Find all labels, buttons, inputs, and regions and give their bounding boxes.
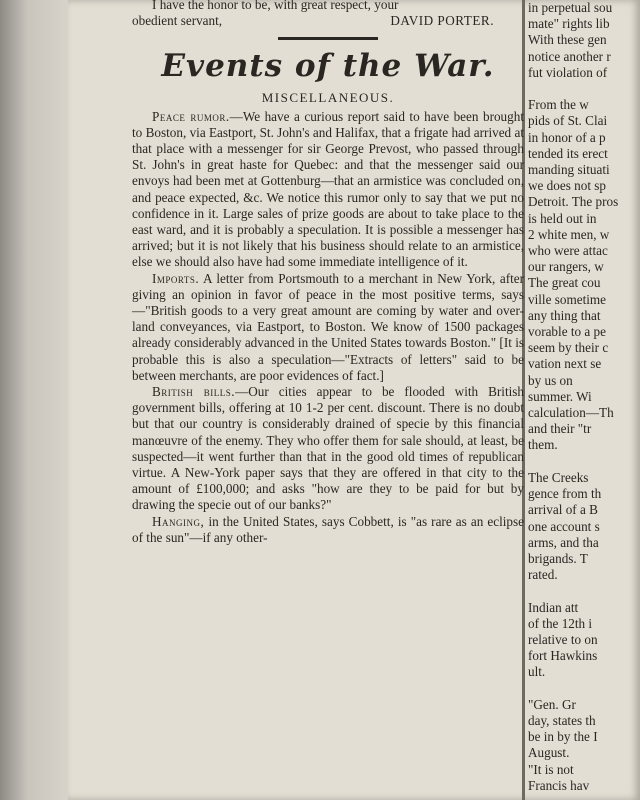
right-column-line: in honor of a p — [528, 129, 606, 145]
right-column-line — [528, 454, 640, 470]
section-rule — [278, 37, 378, 40]
right-column-line: by us on — [528, 372, 573, 388]
right-column-line: ville sometime — [528, 291, 607, 307]
article-british-bills — [132, 384, 524, 514]
right-column-line: Detroit. The pros — [528, 194, 619, 210]
right-column-line: calculation—Th — [528, 405, 614, 421]
section-heading: MISCELLANEOUS. — [261, 90, 395, 106]
right-column-line: any thing that — [528, 307, 601, 323]
right-column-line: day, states th — [528, 712, 596, 728]
right-column-line: manding situati — [528, 162, 610, 178]
article-lead: Imports. — [152, 270, 200, 286]
right-column-line: mate" rights lib — [528, 16, 610, 32]
right-column-line: Indian att — [528, 599, 579, 615]
right-column-line: summer. Wi — [528, 388, 592, 404]
right-column-line: With these gen — [528, 32, 607, 48]
right-column-line: "Gen. Gr — [528, 696, 576, 712]
right-column-line: them. — [528, 437, 558, 453]
right-column-line: one account s — [528, 518, 600, 534]
right-column-line — [528, 583, 640, 599]
signature-row — [132, 13, 524, 29]
right-column-line: our rangers, w — [528, 259, 604, 275]
right-column-line: seem by their c — [528, 340, 609, 356]
article-hanging — [132, 514, 524, 546]
right-column-line: relative to on — [528, 631, 598, 647]
right-column-line: "It is not — [528, 761, 574, 777]
main-column — [132, 0, 524, 800]
right-column-line: gence from th — [528, 486, 602, 502]
article-peace-rumor — [132, 109, 524, 271]
right-column-line: and their "tr — [528, 421, 592, 437]
right-column-line: rated. — [528, 567, 558, 583]
right-column-line: ult. — [528, 664, 546, 680]
right-column-line: we does not sp — [528, 178, 607, 194]
right-column-line: arrival of a B — [528, 502, 598, 518]
right-column-line: From the w — [528, 97, 589, 113]
right-column-line: vorable to a pe — [528, 324, 606, 340]
right-column-line: August. — [528, 745, 570, 761]
article-lead: Peace rumor. — [152, 108, 230, 124]
right-column-line: 2 white men, w — [528, 226, 610, 242]
signature: DAVID PORTER. — [390, 13, 494, 29]
article-text: in the United States, says Cobbett, is "as rare as an eclipse of the sun"—if any other- — [132, 513, 525, 545]
right-column-line: Francis hav — [528, 777, 590, 793]
right-column-line: The great cou — [528, 275, 601, 291]
right-column-line — [528, 681, 640, 697]
right-column-line: of the 12th i — [528, 615, 593, 631]
article-lead: British bills. — [152, 384, 236, 400]
right-column — [528, 0, 640, 800]
right-column-line: in perpetual sou — [528, 0, 613, 15]
right-column-line: pids of St. Clai — [528, 113, 608, 129]
article-text: —Our cities appear to be flooded with British government bills, offering at 10 1-2 per cent. discount. There is no doubt but that our country is considerably drained of specie by this financial manœuvre of the enemy. They who offer them for sale should, at least, be suspected—it went further than that in the good old times of republican virtue. A New-York paper says that they are offered in that city to the amount of £100,000; and asks "how are they to be paid for but by drawing the specie out of our banks?" — [132, 384, 525, 513]
right-column-line: arms, and tha — [528, 534, 599, 550]
right-column-line: be in by the I — [528, 729, 598, 745]
right-column-line: The Creeks — [528, 469, 589, 485]
article-imports — [132, 271, 524, 384]
right-column-line: notice another r — [528, 48, 611, 64]
right-column-line: who were attac — [528, 243, 608, 259]
right-column-line: fort Hawkins — [528, 648, 598, 664]
article-lead: Hanging, — [152, 513, 205, 529]
right-column-line: vation next se — [528, 356, 602, 372]
right-column-line: is held out in — [528, 210, 597, 226]
closing-line — [132, 0, 524, 13]
page-edge-margin — [0, 0, 70, 800]
closing-text-2: obedient servant, — [132, 13, 223, 29]
right-column-line: brigands. T — [528, 550, 588, 566]
article-text: —We have a curious report said to have been brought to Boston, via Eastport, St. John's and Halifax, that a frigate had arrived at that place with a messenger for sir George Prevost, who passed through St. John's in great haste for Quebec: and that the messenger said our envoys had been met at Gottenburg—that an armistice was concluded on, and peace expected, &c. We notice this rumor only to say that we put no confidence in it. Large sales of prize goods are about to take place to the east ward, and it is probably a speculation. It is possible a messenger has arrived; but it is not likely that his business should relate to an armistice, else we should also have had some immediate intelligence of it. — [132, 108, 524, 270]
closing-text-1: I have the honor to be, with great respect, your — [152, 0, 399, 12]
right-column-line: fut violation of — [528, 64, 608, 80]
article-text: A letter from Portsmouth to a merchant in New York, after giving an opinion in favor of peace in the most positive terms, says—"British goods to a very great amount are coming by water and over-land conveyances, via Eastport, to Boston. We know of 1500 packages already considerably advanced in the United States towards Boston." [It is probable this is also a speculation—"Extracts of letters" said to be between merchants, are poor evidences of fact.] — [132, 270, 524, 383]
headline: Events of the War. — [161, 48, 495, 85]
right-column-line: tended its erect — [528, 145, 608, 161]
right-column-line — [528, 81, 640, 97]
